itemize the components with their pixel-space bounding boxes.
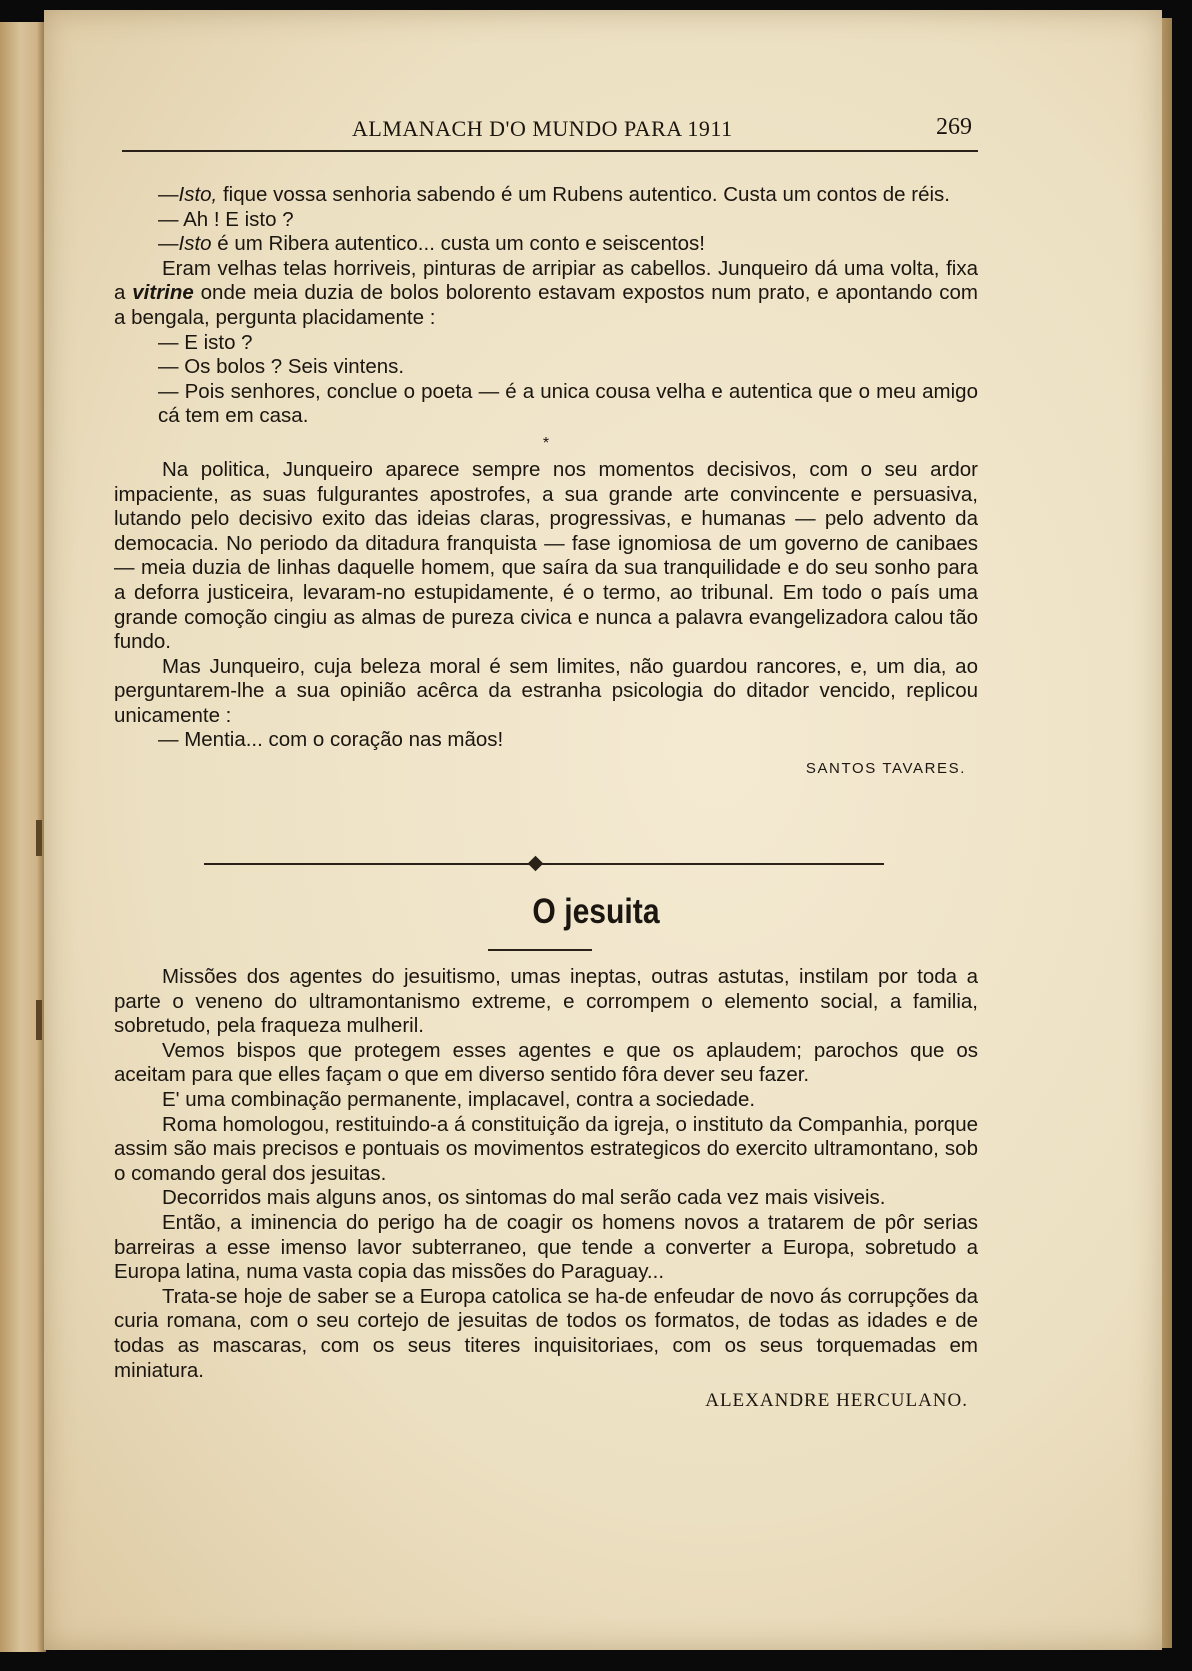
emphasis-text: Isto,: [178, 183, 218, 206]
dialog-text: é um Ribera autentico... custa um conto e seiscentos!: [211, 232, 705, 256]
divider-line: [204, 863, 884, 865]
body-paragraph: Então, a iminencia do perigo ha de coagir os homens novos a tratarem de pôr serias barreiras a esse imenso lavor subterraneo, que tende a converter a Europa, sobretudo a Europa latina, numa vasta copia das missões do Paraguay...: [114, 1210, 978, 1284]
dialog-line: — E isto ?: [158, 330, 253, 354]
divider-diamond: [528, 856, 544, 872]
body-paragraph: Missões dos agentes do jesuitismo, umas ineptas, outras astutas, instilam por toda a parte o veneno do ultramontanismo extreme, e corrompem o elemento social, a familia, sobretudo, pela fraqueza mulheril.: [114, 965, 978, 1038]
binding-mark: [36, 1000, 42, 1040]
narration-text: Eram velhas telas horriveis, pinturas de arripiar as cabellos. Junqueiro dá uma volta, fixa a: [114, 256, 978, 305]
section-jesuita: [114, 965, 978, 1414]
dialog-line: — Os bolos ? Seis vintens.: [158, 355, 405, 379]
title-underline: [488, 949, 592, 951]
body-paragraph: Roma homologou, restituindo-a á constituição da igreja, o instituto da Companhia, porque assim são mais precisos e pontuais os movimentos estrategicos do exercito ultramontano, sob o comando geral dos jesuitas.: [114, 1112, 978, 1185]
body-paragraph: Mas Junqueiro, cuja beleza moral é sem limites, não guardou rancores, e, um dia, ao perguntarem-lhe a sua opinião acêrca da estranha psicologia do ditador vencido, replicou unicamente :: [114, 654, 978, 727]
emphasis-text: Isto: [178, 232, 212, 256]
body-paragraph: E' uma combinação permanente, implacavel, contra a sociedade.: [162, 1087, 756, 1111]
header-title: ALMANACH D'O MUNDO PARA 1911: [352, 116, 733, 141]
dialog-line: — Pois senhores, conclue o poeta — é a unica cousa velha e autentica que o meu amigo cá tem em casa.: [158, 379, 978, 428]
dialog-text: Ah ! E isto ?: [183, 207, 294, 231]
article-title: O jesuita: [532, 892, 660, 931]
dialog-line: —Isto, fique vossa senhoria sabendo é um Rubens autentico. Custa um contos de réis.: [158, 183, 950, 206]
narration-paragraph: [114, 257, 978, 331]
narration-text: onde meia duzia de bolos bolorento estavam expostos num prato, e apontando com a bengala, pergunta placidamente :: [114, 281, 979, 329]
emphasis-text: vitrine: [132, 281, 194, 305]
body-paragraph: Trata-se hoje de saber se a Europa catolica se ha-de enfeudar de novo ás corrupções da curia romana, com o seu cortejo de jesuitas de todos os formatos, de todas as idades e de todas as mascaras, com os seus titeres inquisitoriaes, com os seus torquemadas em miniatura.: [114, 1284, 978, 1382]
dialog-line: — Ah ! E isto ?: [158, 207, 294, 231]
author-signature: SANTOS TAVARES.: [805, 760, 966, 778]
ornamental-divider: [204, 858, 884, 870]
author-signature: ALEXANDRE HERCULANO.: [705, 1390, 968, 1412]
header-rule: [122, 150, 978, 152]
body-paragraph: Vemos bispos que protegem esses agentes e que os aplaudem; parochos que os aceitam para que elles façam o que em diverso sentido fôra dever seu fazer.: [114, 1038, 978, 1087]
dialog-line: —Isto é um Ribera autentico... custa um conto e seiscentos!: [158, 232, 705, 256]
body-paragraph: Decorridos mais alguns anos, os sintomas do mal serão cada vez mais visiveis.: [162, 1186, 886, 1210]
dialog-text: fique vossa senhoria sabendo é um Rubens autentico. Custa um contos de réis.: [217, 183, 950, 206]
section-junqueiro: [114, 183, 978, 782]
running-header: [122, 112, 978, 152]
asterisk-separator: *: [542, 434, 550, 452]
body-paragraph: Na politica, Junqueiro aparece sempre nos momentos decisivos, com o seu ardor impaciente, as suas fulgurantes apostrofes, a sua grande arte convincente e persuasiva, lutando pelo decisivo exito das ideias claras, progressivas, e humanas — pelo advento da democacia. No periodo da ditadura franquista — fase ignomiosa de um governo de canibaes — meia duzia de linhas daquelle homem, que saíra da sua tranquilidade e do seu sonho para a deforra justiceira, levaram-no estupidamente, é o termo, ao tribunal. Em todo o país uma grande comoção cingiu as almas de pureza civica e nunca a palavra evangelizadora calou tão fundo.: [114, 457, 978, 654]
binding-mark: [36, 820, 42, 856]
closing-line: — Mentia... com o coração nas mãos!: [158, 728, 504, 752]
page-number: 269: [936, 114, 972, 140]
